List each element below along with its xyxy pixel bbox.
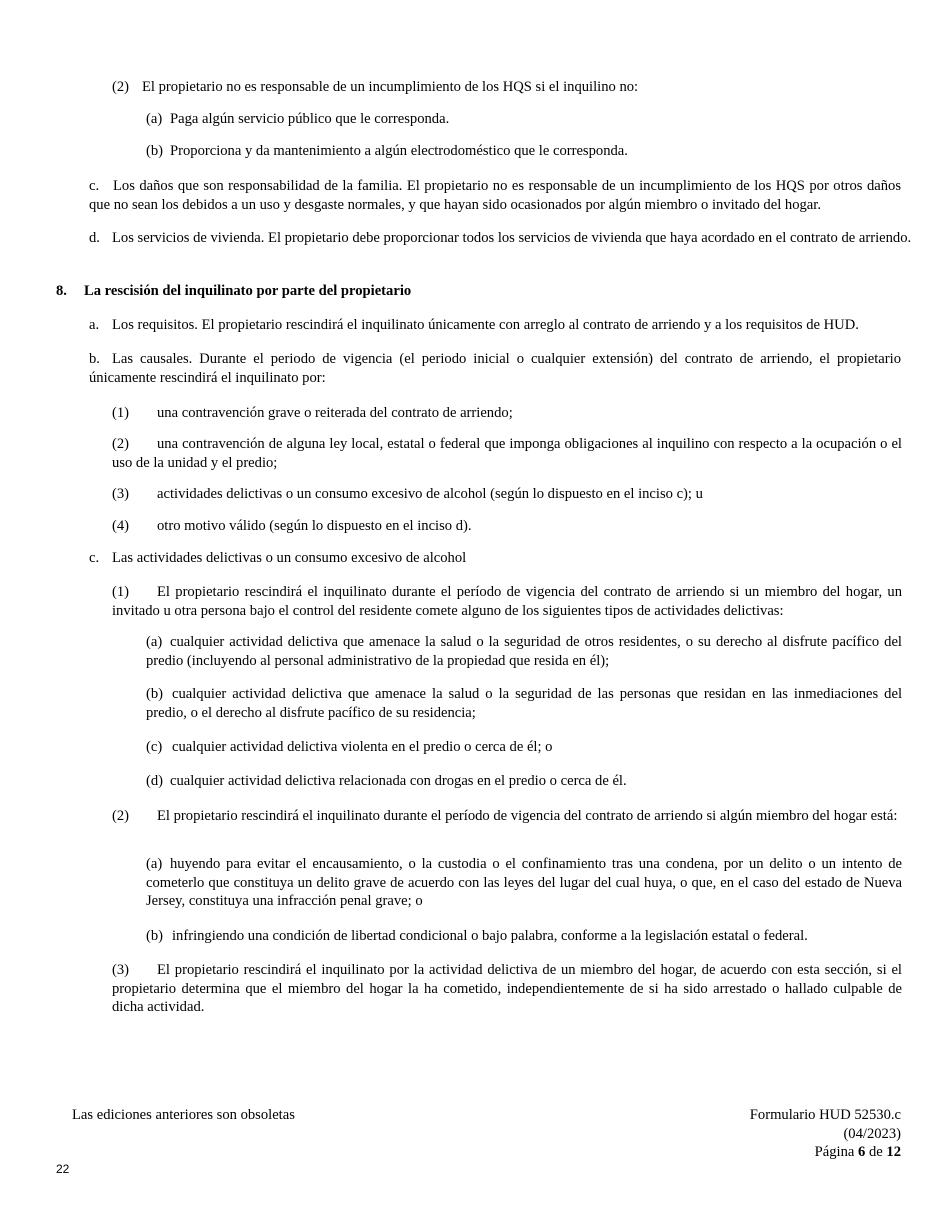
paragraph-8c1a: (a) cualquier actividad delictiva que amenace la salud o la seguridad de otros residentes, o su derecho al disfrute pacífico del predio (incluyendo al personal administrativo de la propiedad que resida en él); [146,634,902,669]
paragraph-8c1d: (d) cualquier actividad delictiva relacionada con drogas en el predio o cerca de él. [146,773,627,789]
footer-form-date: (04/2023) [843,1125,901,1142]
paragraph-8c2: (2) El propietario rescindirá el inquilinato durante el período de vigencia del contrato de arriendo si algún miembro del hogar está: [112,808,898,824]
paragraph-8c1: (1) El propietario rescindirá el inquilinato durante el período de vigencia del contrato de arriendo si un miembro del hogar, un invitado u otra persona bajo el control del residente comete alguno de los siguientes tipos de actividades delictivas: [112,584,902,619]
paragraph-2b: (b) Proporciona y da mantenimiento a algún electrodoméstico que le corresponda. [146,143,628,159]
paragraph-8b1: (1) una contravención grave o reiterada del contrato de arriendo; [112,405,513,421]
footer-obsolete-note: Las ediciones anteriores son obsoletas [72,1107,295,1123]
paragraph-8b4: (4) otro motivo válido (según lo dispuesto en el inciso d). [112,518,472,534]
footer-form-info [750,1106,901,1162]
paragraph-d-housing-services: d. Los servicios de vivienda. El propietario debe proporcionar todos los servicios de vivienda que haya acordado en el contrato de arriendo. [89,230,912,246]
paragraph-8c-criminal: c. Las actividades delictivas o un consumo excesivo de alcohol [89,550,467,566]
paragraph-8b3: (3) actividades delictivas o un consumo excesivo de alcohol (según lo dispuesto en el inciso c); u [112,486,703,502]
paragraph-2-hqs: (2) El propietario no es responsable de un incumplimiento de los HQS si el inquilino no: [112,79,639,95]
footer-page-number: Página 6 de 12 [814,1144,901,1160]
paragraph-8c3: (3) El propietario rescindirá el inquilinato por la actividad delictiva de un miembro del hogar, de acuerdo con esta sección, si el propietario determina que el miembro del hogar la ha cometido, independientemente de si ha sido arrestado o hallado culpable de dicha actividad. [112,962,902,1015]
paragraph-8b-grounds: b. Las causales. Durante el periodo de vigencia (el periodo inicial o cualquier extensión) del contrato de arriendo, el propietario únicamente rescindirá el inquilinato por: [89,351,901,386]
footer-form-number: Formulario HUD 52530.c [749,1107,901,1123]
paragraph-8c1b: (b) cualquier actividad delictiva que amenace la salud o la seguridad de las personas que residan en las inmediaciones del predio, o el derecho al disfrute pacífico de su residencia; [146,686,902,721]
paragraph-8b2: (2) una contravención de alguna ley local, estatal o federal que imponga obligaciones al inquilino con respecto a la ocupación o el uso de la unidad y el predio; [112,436,902,471]
paragraph-c-family-damage: c. Los daños que son responsabilidad de la familia. El propietario no es responsable de un incumplimiento de los HQS por otros daños que no sean los debidos a un uso y desgaste normales, y que hayan sido ocasionados por algún miembro o invitado del hogar. [89,178,901,213]
paragraph-8c2a: (a) huyendo para evitar el encausamiento, o la custodia o el confinamiento tras una condena, por un delito o un intento de cometerlo que constituya un delito grave de acuerdo con las leyes del lugar del cual huya, o que, en el caso del estado de Nueva Jersey, constituya una infracción penal grave; o [146,856,902,909]
paragraph-8c1c: (c) cualquier actividad delictiva violenta en el predio o cerca de él; o [146,739,553,755]
paragraph-2a: (a) Paga algún servicio público que le corresponda. [146,111,450,127]
section-8-heading: 8. La rescisión del inquilinato por parte del propietario [56,283,412,299]
paragraph-8a-requirements: a. Los requisitos. El propietario rescindirá el inquilinato únicamente con arreglo al contrato de arriendo y a los requisitos de HUD. [89,317,859,333]
page-marker: 22 [56,1162,70,1176]
paragraph-8c2b: (b) infringiendo una condición de libertad condicional o bajo palabra, conforme a la legislación estatal o federal. [146,928,808,944]
